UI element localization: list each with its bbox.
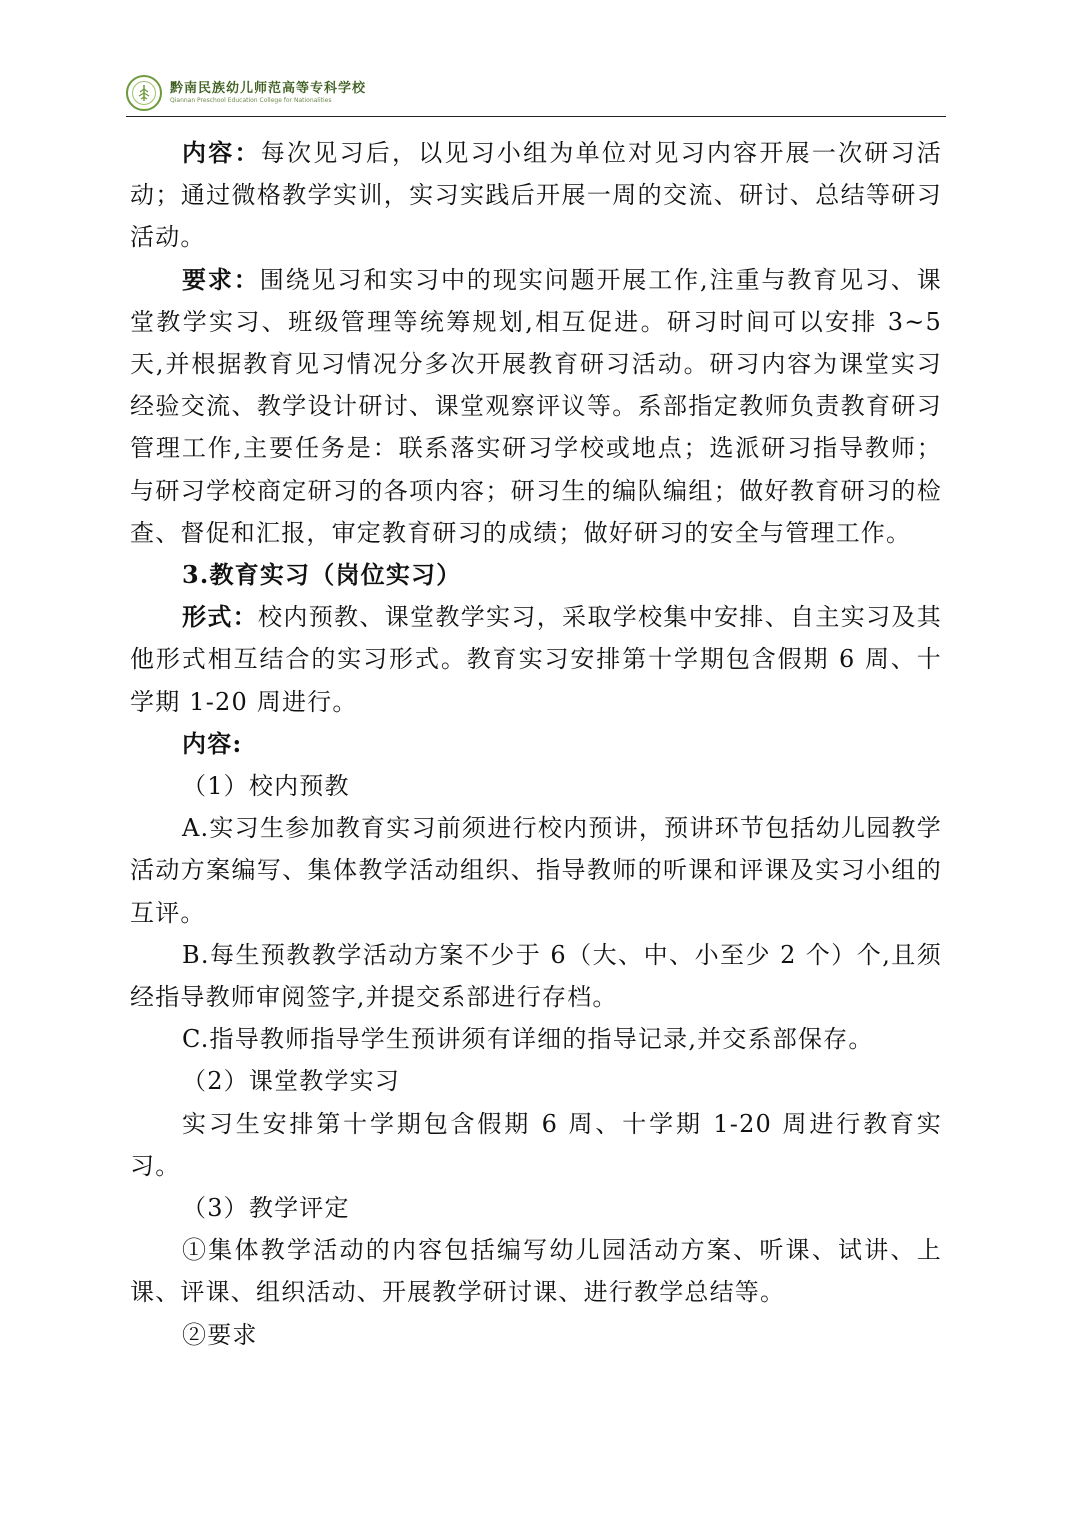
- paragraph-content-text: 每次见习后，以见习小组为单位对见习内容开展一次研习活动；通过微格教学实训，实习实践后开展一周的交流、研讨、总结等研习活动。: [130, 139, 942, 252]
- list-item-c: C.指导教师指导学生预讲须有详细的指导记录,并交系部保存。: [182, 1025, 874, 1054]
- label-content-2: 内容:: [182, 728, 243, 758]
- list-item-a: A.实习生参加教育实习前须进行校内预讲，预讲环节包括幼儿园教学活动方案编写、集体教学活动组织、指导教师的听课和评课及实习小组的互评。: [130, 814, 942, 927]
- label-form: 形式：: [182, 602, 259, 632]
- list-item-b: B.每生预教教学活动方案不少于 6（大、中、小至少 2 个）个,且须经指导教师审阅签字,并提交系部进行存档。: [130, 940, 942, 1012]
- paragraph-requirements-text: 围绕见习和实习中的现实问题开展工作,注重与教育见习、课堂教学实习、班级管理等统筹规划,相互促进。研习时间可以安排 3~5 天,并根据教育见习情况分多次开展教育研习活动。研习内容为课堂实习经验交流、教学设计研讨、课堂观察评议等。系部指定教师负责教育研习管理工作,主要任务是：联系落实研习学校或地点；选派研习指导教师；与研习学校商定研习的各项内容；研习生的编队编组；做好教育研习的检查、督促和汇报，审定教育研习的成绩；做好研习的安全与管理工作。: [130, 265, 942, 547]
- label-content: 内容：: [182, 138, 261, 167]
- list-item-2: ②要求: [182, 1320, 258, 1349]
- subheading-3: （3）教学评定: [182, 1194, 350, 1223]
- paragraph-requirements: [130, 259, 942, 554]
- school-name-en: Qiannan Preschool Education College for Nationalities: [170, 97, 332, 104]
- paragraph-form: [130, 596, 942, 723]
- label-requirements: 要求：: [182, 264, 260, 294]
- document-body: [130, 132, 942, 1356]
- header-divider: [126, 116, 946, 117]
- paragraph-form-text: 校内预教、课堂教学实习，采取学校集中安排、自主实习及其他形式相互结合的实习形式。教育实习安排第十学期包含假期 6 周、十学期 1-20 周进行。: [130, 603, 942, 716]
- list-item-1: ①集体教学活动的内容包括编写幼儿园活动方案、听课、试讲、上课、评课、组织活动、开展教学研讨课、进行教学总结等。: [130, 1236, 942, 1307]
- school-logo-icon: [126, 75, 162, 111]
- paragraph-content: [130, 132, 942, 259]
- section-heading: 3.教育实习（岗位实习）: [182, 560, 462, 590]
- school-name: [170, 82, 366, 104]
- subheading-1: （1）校内预教: [182, 772, 350, 801]
- page-header: [126, 70, 946, 116]
- subheading-2-text: 实习生安排第十学期包含假期 6 周、十学期 1-20 周进行教育实习。: [130, 1109, 942, 1180]
- school-name-cn: 黔南民族幼儿师范高等专科学校: [170, 81, 367, 96]
- subheading-2: （2）课堂教学实习: [182, 1067, 401, 1096]
